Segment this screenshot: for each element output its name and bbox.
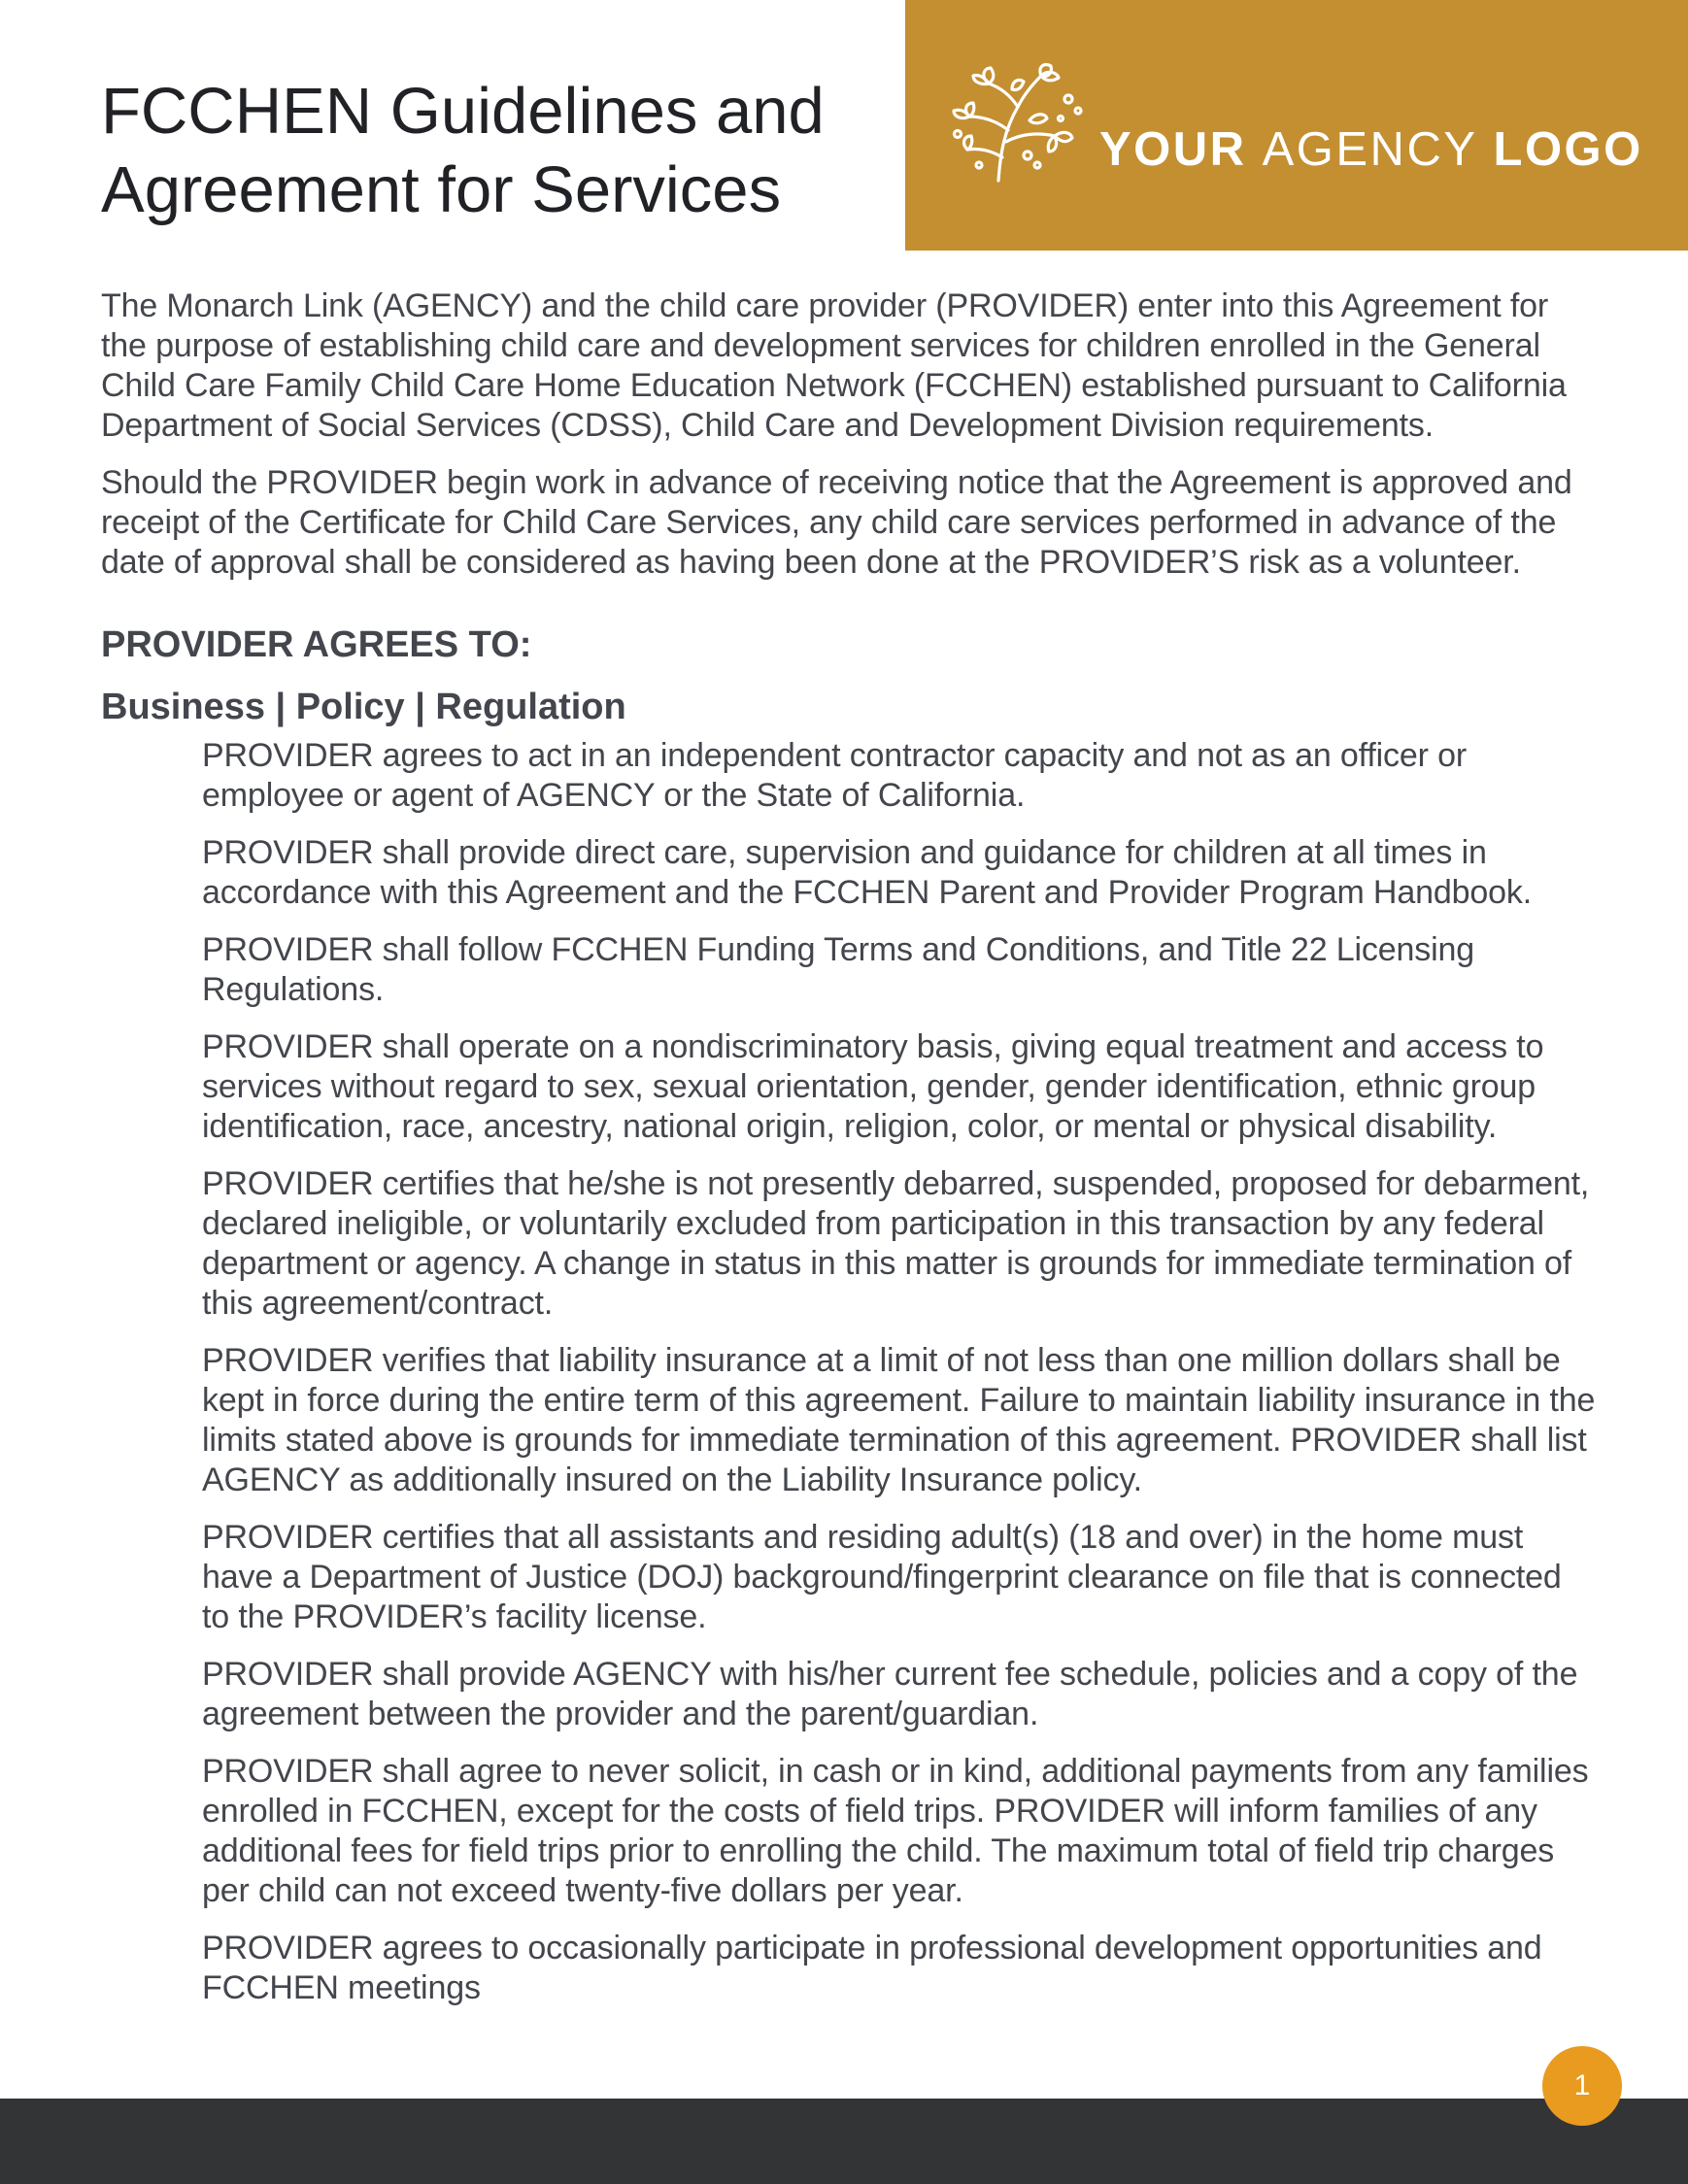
agreement-item: PROVIDER agrees to act in an independent contractor capacity and not as an officer or employee or agent of AGENCY or the State of California. [202,737,1468,814]
footer-bar [0,2099,1688,2184]
section-subheading: Business | Policy | Regulation [101,687,626,727]
page-number-badge: 1 [1542,2046,1622,2126]
agreement-item: PROVIDER agrees to occasionally participate in professional development opportunities and FCCHEN meetings [202,1930,1542,2006]
agency-logo-placeholder [905,0,1688,251]
document-body [101,286,1597,2026]
logo-word-your: YOUR [1099,123,1247,176]
agreement-item: PROVIDER shall follow FCCHEN Funding Terms and Conditions, and Title 22 Licensing Regulations. [202,931,1475,1008]
agreement-item: PROVIDER shall provide AGENCY with his/her current fee schedule, policies and a copy of the agreement between the provider and the parent/guardian. [202,1656,1578,1732]
logo-word-logo: LOGO [1493,123,1643,176]
intro-paragraph: Should the PROVIDER begin work in advance of receiving notice that the Agreement is approved and receipt of the Certificate for Child Care Services, any child care services performed in advance of the date of approval shall be considered as having been done at the PROVIDER’S risk as a volunteer. [101,464,1572,581]
floral-branch-icon [944,60,1090,186]
agreement-item: PROVIDER certifies that all assistants and residing adult(s) (18 and over) in the home must have a Department of Justice (DOJ) background/fingerprint clearance on file that is connected to the PROVIDER’s facility license. [202,1519,1562,1635]
section-heading: PROVIDER AGREES TO: [101,624,532,665]
logo-word-agency: AGENCY [1262,123,1478,176]
agreement-item: PROVIDER shall agree to never solicit, in cash or in kind, additional payments from any families enrolled in FCCHEN, except for the costs of field trips. PROVIDER will inform families of any additional fees for field trips prior to enrolling the child. The maximum total of field trip charges per child can not exceed twenty-five dollars per year. [202,1753,1589,1909]
title-line-2: Agreement for Services [101,153,782,226]
agreement-item: PROVIDER certifies that he/she is not presently debarred, suspended, proposed for debarment, declared ineligible, or voluntarily excluded from participation in this transaction by any federal department or agency. A change in status in this matter is grounds for immediate termination of this agreement/contract. [202,1165,1590,1322]
agreement-item: PROVIDER shall operate on a nondiscriminatory basis, giving equal treatment and access to services without regard to sex, sexual orientation, gender, gender identification, ethnic group identification, race, ancestry, national origin, religion, color, or mental or physical disability. [202,1028,1544,1145]
intro-paragraph: The Monarch Link (AGENCY) and the child care provider (PROVIDER) enter into this Agreement for the purpose of establishing child care and development services for children enrolled in the General Child Care Family Child Care Home Education Network (FCCHEN) established pursuant to California Department of Social Services (CDSS), Child Care and Development Division requirements. [101,287,1567,444]
document-title [101,72,897,229]
agreement-item: PROVIDER verifies that liability insurance at a limit of not less than one million dollars shall be kept in force during the entire term of this agreement. Failure to maintain liability insurance in the limits stated above is grounds for immediate termination of this agreement. PROVIDER shall list AGENCY as additionally insured on the Liability Insurance policy. [202,1342,1596,1498]
title-line-1: FCCHEN Guidelines and [101,75,825,148]
agreement-item: PROVIDER shall provide direct care, supervision and guidance for children at all times in accordance with this Agreement and the FCCHEN Parent and Provider Program Handbook. [202,834,1533,911]
logo-wordmark [1099,122,1643,177]
agreement-items-list [101,736,1597,2008]
